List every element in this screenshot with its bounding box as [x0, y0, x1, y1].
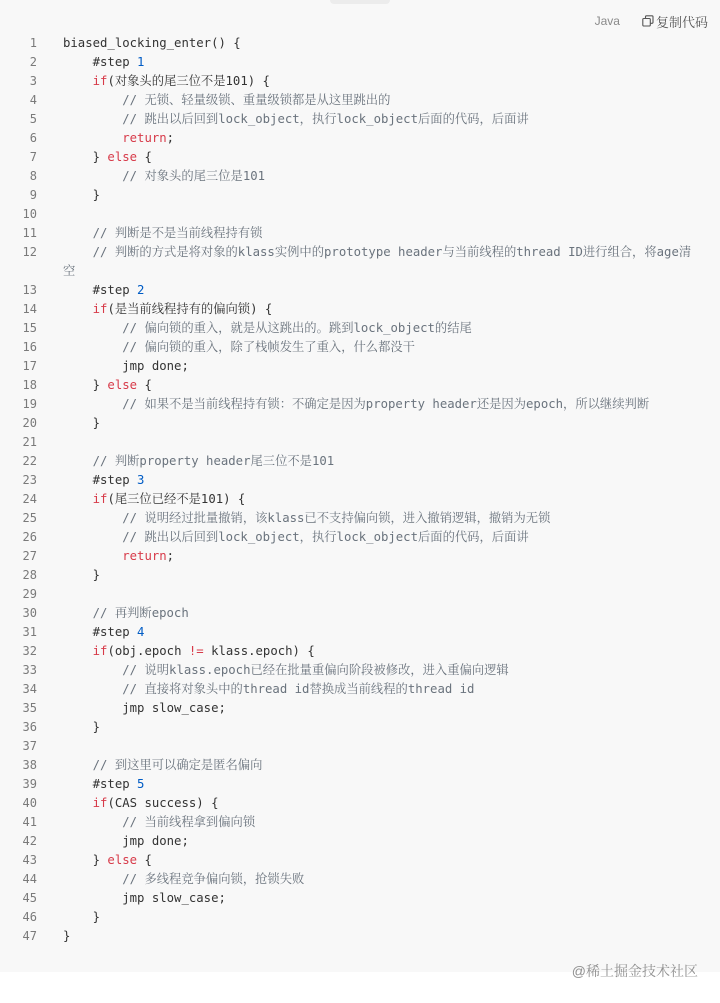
line-number: 14 — [22, 302, 37, 316]
line-number: 45 — [22, 891, 37, 905]
code-line — [0, 129, 720, 148]
line-number: 33 — [22, 663, 37, 677]
line-number: 38 — [22, 758, 37, 772]
line-number: 16 — [22, 340, 37, 354]
line-number: 4 — [29, 93, 37, 107]
code-line — [0, 927, 720, 946]
line-number: 8 — [29, 169, 37, 183]
code-line — [0, 452, 720, 471]
code-text: // 说明经过批量撤销，该klass已不支持偏向锁，进入撤销逻辑，撤销为无锁 — [122, 511, 551, 525]
line-number: 19 — [22, 397, 37, 411]
line-number: 10 — [22, 207, 37, 221]
code-line — [0, 471, 720, 490]
code-text: // 对象头的尾三位是101 — [122, 169, 266, 183]
code-text: if(CAS success) { — [92, 796, 219, 810]
line-number: 31 — [22, 625, 37, 639]
code-text: } — [63, 910, 101, 924]
line-number: 6 — [29, 131, 37, 145]
code-line — [0, 72, 720, 91]
code-line — [0, 319, 720, 338]
code-text: #step 2 — [63, 283, 145, 297]
code-line — [0, 775, 720, 794]
code-text: // 判断是不是当前线程持有锁 — [92, 226, 263, 240]
line-number: 13 — [22, 283, 37, 297]
code-line — [0, 281, 720, 300]
code-text: jmp slow_case; — [63, 701, 226, 715]
code-text-wrap: 空 — [63, 264, 76, 278]
line-number: 39 — [22, 777, 37, 791]
line-number: 47 — [22, 929, 37, 943]
line-number: 42 — [22, 834, 37, 848]
code-line — [0, 642, 720, 661]
code-text: // 如果不是当前线程持有锁：不确定是因为property header还是因为epoch，所以继续判断 — [122, 397, 650, 411]
code-line-wrap — [0, 262, 720, 281]
code-line — [0, 832, 720, 851]
line-number: 25 — [22, 511, 37, 525]
code-text: biased_locking_enter() { — [63, 36, 241, 50]
line-number: 32 — [22, 644, 37, 658]
line-number: 15 — [22, 321, 37, 335]
line-number: 44 — [22, 872, 37, 886]
line-number: 28 — [22, 568, 37, 582]
code-line — [0, 300, 720, 319]
code-line — [0, 737, 720, 756]
language-label: Java — [594, 14, 620, 28]
code-line — [0, 813, 720, 832]
code-line — [0, 661, 720, 680]
code-text: } — [63, 568, 101, 582]
copy-code-label: 复制代码 — [655, 14, 708, 30]
line-number: 36 — [22, 720, 37, 734]
code-line — [0, 547, 720, 566]
code-text: // 偏向锁的重入，除了栈帧发生了重入，什么都没干 — [122, 340, 415, 354]
code-line — [0, 623, 720, 642]
code-text: #step 1 — [63, 55, 145, 69]
line-number: 37 — [22, 739, 37, 753]
code-line — [0, 889, 720, 908]
code-text: // 再判断epoch — [92, 606, 189, 620]
code-line — [0, 680, 720, 699]
code-text: jmp done; — [63, 359, 189, 373]
code-line — [0, 566, 720, 585]
line-number: 30 — [22, 606, 37, 620]
line-number: 7 — [29, 150, 37, 164]
code-line — [0, 604, 720, 623]
code-text: jmp done; — [63, 834, 189, 848]
line-number: 40 — [22, 796, 37, 810]
code-text: } — [63, 720, 101, 734]
code-text: } — [63, 416, 101, 430]
line-number: 29 — [22, 587, 37, 601]
copy-code-button[interactable] — [642, 12, 708, 31]
code-line — [0, 376, 720, 395]
code-text: // 到这里可以确定是匿名偏向 — [92, 758, 263, 772]
code-line — [0, 528, 720, 547]
line-number: 26 — [22, 530, 37, 544]
watermark: @稀土掘金技术社区 — [571, 963, 698, 979]
line-number: 27 — [22, 549, 37, 563]
scroll-shadow — [330, 0, 390, 4]
line-number: 21 — [22, 435, 37, 449]
code-text: return; — [122, 549, 175, 563]
code-text: if(是当前线程持有的偏向锁) { — [92, 302, 273, 316]
line-number: 2 — [29, 55, 37, 69]
code-text: #step 4 — [63, 625, 145, 639]
code-line — [0, 509, 720, 528]
line-number: 9 — [29, 188, 37, 202]
code-line — [0, 148, 720, 167]
code-line — [0, 91, 720, 110]
line-number: 17 — [22, 359, 37, 373]
code-text: // 偏向锁的重入，就是从这跳出的。跳到lock_object的结尾 — [122, 321, 472, 335]
line-number: 23 — [22, 473, 37, 487]
line-number: 24 — [22, 492, 37, 506]
line-number: 5 — [29, 112, 37, 126]
code-text: // 直接将对象头中的thread id替换成当前线程的thread id — [122, 682, 475, 696]
code-line — [0, 224, 720, 243]
code-text: } else { — [63, 150, 152, 164]
code-text: if(obj.epoch != klass.epoch) { — [92, 644, 315, 658]
line-number: 1 — [29, 36, 37, 50]
code-line — [0, 395, 720, 414]
code-line — [0, 794, 720, 813]
code-toolbar — [595, 12, 708, 30]
code-text: } — [63, 188, 101, 202]
code-line — [0, 718, 720, 737]
copy-icon — [642, 15, 654, 27]
code-line — [0, 110, 720, 129]
code-text: if(对象头的尾三位不是101) { — [92, 74, 270, 88]
code-line — [0, 186, 720, 205]
code-text: // 跳出以后回到lock_object，执行lock_object后面的代码，后面讲 — [122, 112, 529, 126]
line-number: 46 — [22, 910, 37, 924]
code-text: } else { — [63, 378, 152, 392]
code-text: // 跳出以后回到lock_object，执行lock_object后面的代码，后面讲 — [122, 530, 529, 544]
code-line — [0, 338, 720, 357]
line-number: 22 — [22, 454, 37, 468]
code-text: } — [63, 929, 71, 943]
code-text: } else { — [63, 853, 152, 867]
code-line — [0, 53, 720, 72]
code-lines — [0, 34, 720, 946]
code-text: // 判断的方式是将对象的klass实例中的prototype header与当前线程的thread ID进行组合，将age清 — [92, 245, 692, 259]
line-number: 43 — [22, 853, 37, 867]
code-line — [0, 243, 720, 262]
code-line — [0, 414, 720, 433]
code-line — [0, 585, 720, 604]
code-text: return; — [122, 131, 175, 145]
line-number: 41 — [22, 815, 37, 829]
code-text: // 判断property header尾三位不是101 — [92, 454, 335, 468]
code-line — [0, 205, 720, 224]
code-line — [0, 870, 720, 889]
code-text: // 当前线程拿到偏向锁 — [122, 815, 256, 829]
line-number: 11 — [22, 226, 37, 240]
code-text: // 说明klass.epoch已经在批量重偏向阶段被修改，进入重偏向逻辑 — [122, 663, 509, 677]
code-line — [0, 167, 720, 186]
code-text: // 多线程竞争偏向锁，抢锁失败 — [122, 872, 305, 886]
code-text: jmp slow_case; — [63, 891, 226, 905]
code-line — [0, 699, 720, 718]
line-number: 12 — [22, 245, 37, 259]
line-number: 3 — [29, 74, 37, 88]
code-text: #step 3 — [63, 473, 145, 487]
code-line — [0, 851, 720, 870]
line-number: 20 — [22, 416, 37, 430]
code-line — [0, 433, 720, 452]
code-text: #step 5 — [63, 777, 145, 791]
line-number: 35 — [22, 701, 37, 715]
code-line — [0, 908, 720, 927]
line-number: 18 — [22, 378, 37, 392]
code-line — [0, 756, 720, 775]
code-line — [0, 490, 720, 509]
code-text: // 无锁、轻量级锁、重量级锁都是从这里跳出的 — [122, 93, 391, 107]
line-number: 34 — [22, 682, 37, 696]
code-line — [0, 357, 720, 376]
code-line — [0, 34, 720, 53]
code-text: if(尾三位已经不是101) { — [92, 492, 246, 506]
